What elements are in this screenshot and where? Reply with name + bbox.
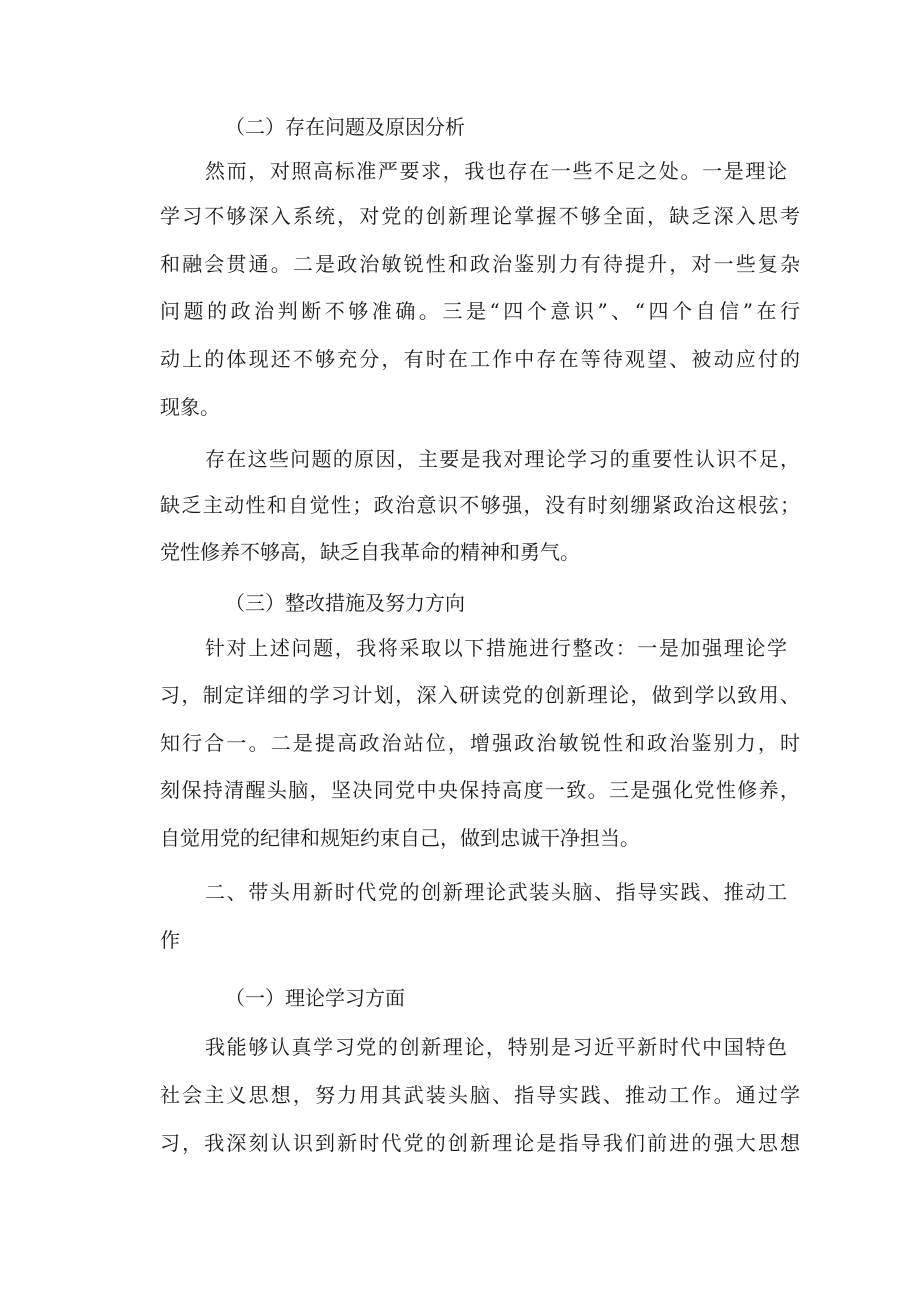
paragraph-line: 问题的政治判断不够准确。三是“四个意识”、“四个自信”在行 (160, 299, 800, 323)
paragraph-line: 刻保持清醒头脑，坚决同党中央保持高度一致。三是强化党性修养， (160, 778, 800, 802)
paragraph-line: 党性修养不够高，缺乏自我革命的精神和勇气。 (160, 540, 580, 564)
section-heading-measures: （三）整改措施及努力方向 (225, 591, 465, 615)
paragraph-line: 习，我深刻认识到新时代党的创新理论是指导我们前进的强大思想 (160, 1131, 800, 1155)
paragraph-line: 存在这些问题的原因，主要是我对理论学习的重要性认识不足， (205, 447, 800, 471)
paragraph-line: 知行合一。二是提高政治站位，增强政治敏锐性和政治鉴别力，时 (160, 731, 800, 755)
paragraph-line: 和融会贯通。二是政治敏锐性和政治鉴别力有待提升，对一些复杂 (160, 252, 800, 276)
part-heading-line: 二、带头用新时代党的创新理论武装头脑、指导实践、推动工 (205, 880, 787, 904)
section-heading-problems: （二）存在问题及原因分析 (225, 115, 465, 139)
paragraph-line: 缺乏主动性和自觉性；政治意识不够强，没有时刻绷紧政治这根弦； (160, 493, 800, 517)
subsection-heading-study: （一）理论学习方面 (225, 986, 405, 1010)
paragraph-line: 我能够认真学习党的创新理论，特别是习近平新时代中国特色 (205, 1035, 787, 1059)
paragraph-line: 学习不够深入系统，对党的创新理论掌握不够全面，缺乏深入思考 (160, 204, 800, 228)
paragraph-line: 社会主义思想，努力用其武装头脑、指导实践、推动工作。通过学 (160, 1083, 800, 1107)
paragraph-line: 自觉用党的纪律和规矩约束自己，做到忠诚干净担当。 (160, 826, 640, 850)
paragraph-line: 针对上述问题，我将采取以下措施进行整改：一是加强理论学 (205, 636, 787, 660)
paragraph-line: 现象。 (160, 395, 220, 419)
paragraph-line: 动上的体现还不够充分，有时在工作中存在等待观望、被动应付的 (160, 347, 800, 371)
paragraph-line: 习，制定详细的学习计划，深入研读党的创新理论，做到学以致用、 (160, 683, 800, 707)
paragraph-line: 然而，对照高标准严要求，我也存在一些不足之处。一是理论 (205, 159, 787, 183)
part-heading-line: 作 (160, 928, 180, 952)
